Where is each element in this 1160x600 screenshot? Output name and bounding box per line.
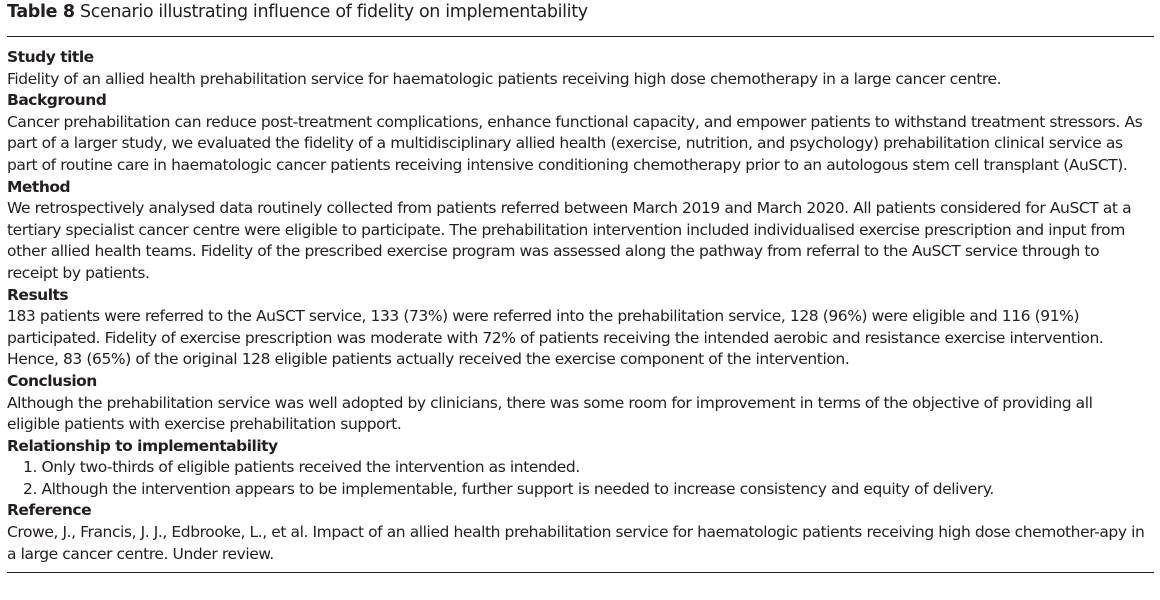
results-heading: Results: [7, 285, 69, 304]
relationship-heading: Relationship to implementability: [7, 436, 278, 455]
table-body: [7, 37, 1154, 565]
conclusion-text: Although the prehabilitation service was well adopted by clinicians, there was some room for improvement in terms of the objective of providing all eligible patients with exercise prehabilitation support.: [7, 393, 1093, 434]
background-text: Cancer prehabilitation can reduce post-treatment complications, enhance functional capacity, and empower patients to withstand treatment stressors. As part of a larger study, we evaluated the fidelity of a multidisciplinary allied health (exercise, nutrition, and psychology) prehabilitation clinical service as part of routine care in haematologic cancer patients receiving intensive conditioning chemotherapy prior to an autologous stem cell transplant (AuSCT).: [7, 112, 1143, 174]
conclusion-heading: Conclusion: [7, 371, 97, 390]
reference-text: Crowe, J., Francis, J. J., Edbrooke, L., et al. Impact of an allied health prehabilitation service for haematologic patients receiving high dose chemother-apy in a large cancer centre. Under review.: [7, 523, 1145, 563]
relationship-list: [7, 457, 1154, 500]
bottom-rule: [7, 572, 1154, 573]
background-heading: Background: [7, 91, 107, 110]
method-heading: Method: [7, 177, 71, 196]
reference-heading: Reference: [7, 501, 92, 520]
table-caption: [7, 0, 1154, 28]
results-text: 183 patients were referred to the AuSCT service, 133 (73%) were referred into the prehabilitation service, 128 (96%) were eligible and 116 (91%) participated. Fidelity of exercise prescription was moderate with 72% of patients receiving the intended aerobic and resistance exercise intervention. Hence, 83 (65%) of the original 128 eligible patients actually received the exercise component of the intervention.: [7, 307, 1104, 369]
table-title: Scenario illustrating influence of fidelity on implementability: [79, 2, 588, 22]
list-item: 1. Only two-thirds of eligible patients received the intervention as intended.: [23, 458, 580, 477]
table-label: Table 8: [7, 2, 75, 22]
study-title-heading: Study title: [7, 48, 94, 66]
list-item: 2. Although the intervention appears to be implementable, further support is needed to increase consistency and equity of delivery.: [23, 479, 994, 498]
study-title-text: Fidelity of an allied health prehabilitation service for haematologic patients receiving high dose chemotherapy in a large cancer centre.: [7, 69, 1002, 88]
method-text: We retrospectively analysed data routinely collected from patients referred between March 2019 and March 2020. All patients considered for AuSCT at a tertiary specialist cancer centre were eligible to participate. The prehabilitation intervention included individualised exercise prescription and input from other allied health teams. Fidelity of the prescribed exercise program was assessed along the pathway from referral to the AuSCT service through to receipt by patients.: [7, 199, 1132, 282]
